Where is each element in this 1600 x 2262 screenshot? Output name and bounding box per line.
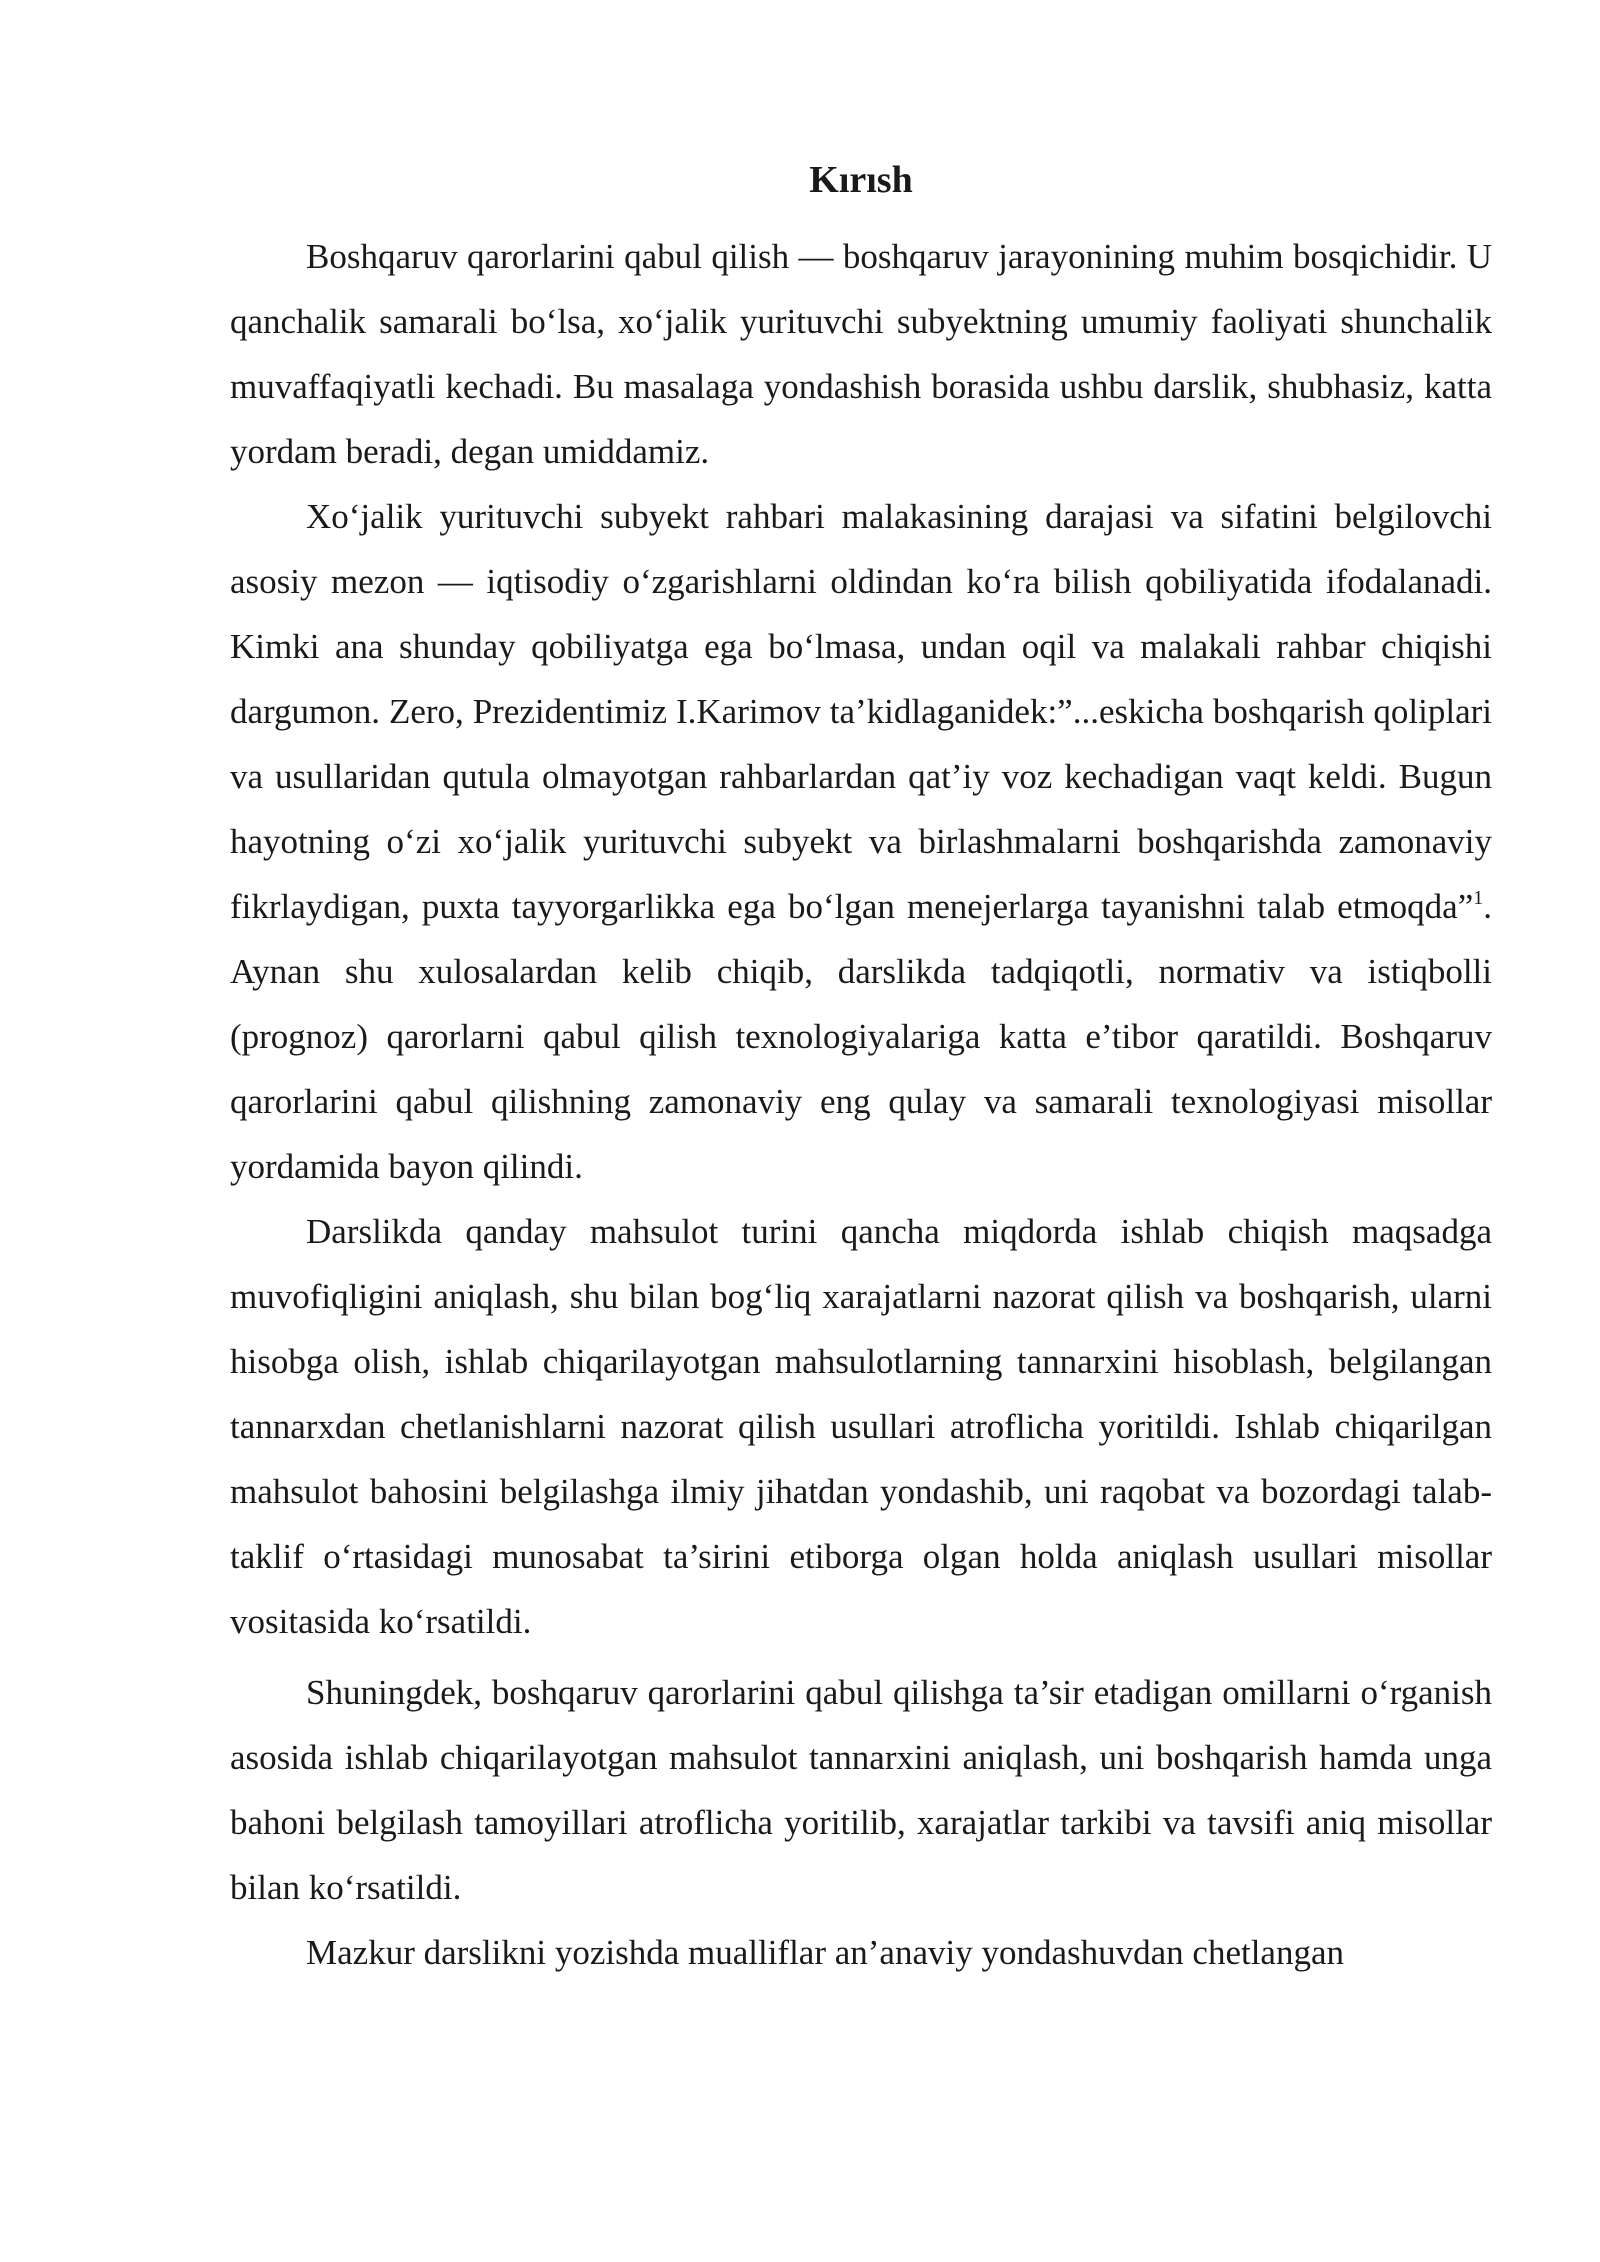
document-page (230, 150, 1492, 1985)
paragraph-4: Shuningdek, boshqaruv qarorlarini qabul qilishga ta’sir etadigan omillarni o‘rganish asosida ishlab chiqarilayotgan mahsulot tannarxini aniqlash, uni boshqarish hamda unga bahoni belgilash tamoyillari atroflicha yoritilib, xarajatlar tarkibi va tavsifi aniq misollar bilan ko‘rsatildi. (230, 1673, 1492, 1907)
page-title: Kırısh (809, 159, 913, 201)
paragraph-2-text-before-footnote: Xo‘jalik yurituvchi subyekt rahbari malakasining darajasi va sifatini belgilovchi asosiy mezon — iqtisodiy o‘zgarishlarni oldindan ko‘ra bilish qobiliyatida ifodalanadi. Kimki ana shunday qobiliyatga ega bo‘lmasa, undan oqil va malakali rahbar chiqishi dargumon. Zero, Prezidentimiz I.Karimov ta’kidlaganidek:”...eskicha boshqarish qoliplari va usullaridan qutula olmayotgan rahbarlardan qat’iy voz kechadigan vaqt keldi. Bugun hayotning o‘zi xo‘jalik yurituvchi subyekt va birlashmalarni boshqarishda zamonaviy fikrlaydigan, puxta tayyorgarlikka ega bo‘lgan menejerlarga tayanishni talab etmoqda” (230, 497, 1492, 926)
paragraph-2 (230, 484, 1492, 1199)
footnote-mark[interactable]: 1 (1473, 887, 1484, 909)
paragraph-1: Boshqaruv qarorlarini qabul qilish — boshqaruv jarayonining muhim bosqichidir. U qanchalik samarali bo‘lsa, xo‘jalik yurituvchi subyektning umumiy faoliyati shunchalik muvaffaqiyatli kechadi. Bu masalaga yondashish borasida ushbu darslik, shubhasiz, katta yordam beradi, degan umiddamiz. (230, 237, 1492, 471)
paragraph-2-text-after-footnote: . Aynan shu xulosalardan kelib chiqib, darslikda tadqiqotli, normativ va istiqbolli (prognoz) qarorlarni qabul qilish texnologiyalariga katta e’tibor qaratildi. Boshqaruv qarorlarini qabul qilishning zamonaviy eng qulay va samarali texnologiyasi misollar yordamida bayon qilindi. (230, 887, 1492, 1186)
paragraph-3: Darslikda qanday mahsulot turini qancha miqdorda ishlab chiqish maqsadga muvofiqligini aniqlash, shu bilan bog‘liq xarajatlarni nazorat qilish va boshqarish, ularni hisobga olish, ishlab chiqarilayotgan mahsulotlarning tannarxini hisoblash, belgilangan tannarxdan chetlanishlarni nazorat qilish usullari atroflicha yoritildi. Ishlab chiqarilgan mahsulot bahosini belgilashga ilmiy jihatdan yondashib, uni raqobat va bozordagi talab-taklif o‘rtasidagi munosabat ta’sirini etiborga olgan holda aniqlash usullari misollar vositasida ko‘rsatildi. (230, 1212, 1492, 1641)
paragraph-5: Mazkur darslikni yozishda mualliflar an’anaviy yondashuvdan chetlangan (306, 1933, 1345, 1972)
